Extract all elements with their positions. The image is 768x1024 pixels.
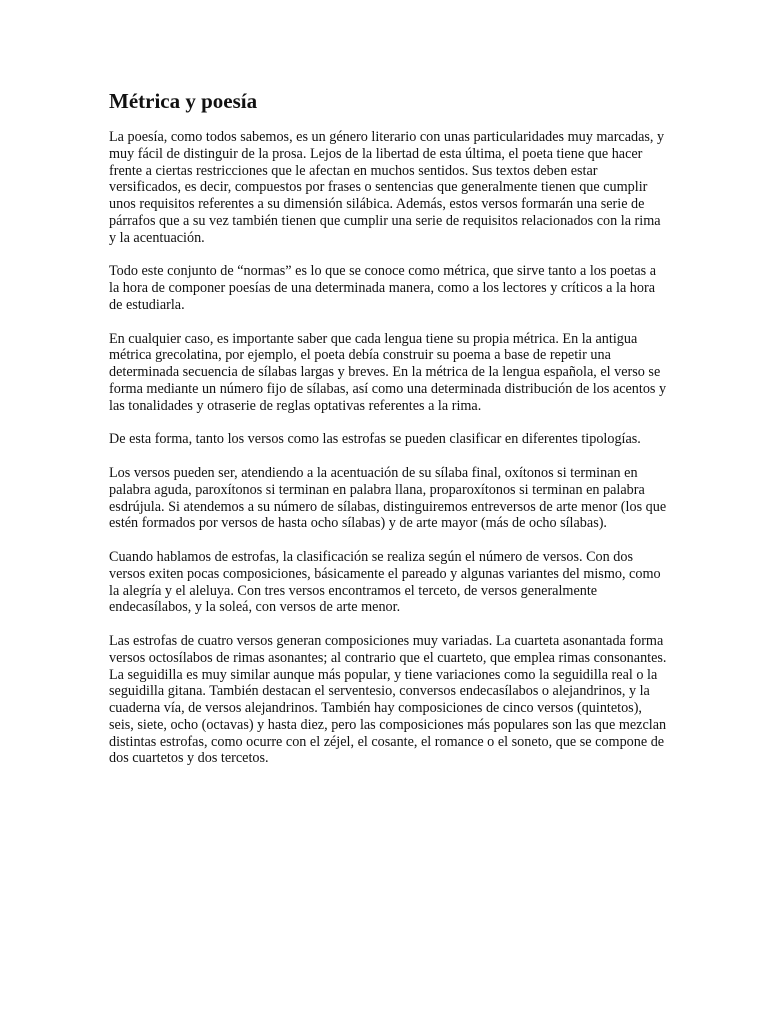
paragraph-4: De esta forma, tanto los versos como las estrofas se pueden clasificar en diferentes tipologías.	[109, 431, 641, 448]
paragraph-7: Las estrofas de cuatro versos generan composiciones muy variadas. La cuarteta asonantada forma versos octosílabos de rimas asonantes; al contrario que el cuarteto, que emplea rimas consonantes. La seguidilla es muy similar aunque más popular, y tiene variaciones como la seguidilla real o la seguidilla gitana. También destacan el serventesio, conversos endecasílabos o alejandrinos, y la cuaderna vía, de versos alejandrinos. También hay composiciones de cinco versos (quintetos), seis, siete, ocho (octavas) y hasta diez, pero las composiciones más populares son las que mezclan distintas estrofas, como ocurre con el zéjel, el cosante, el romance o el soneto, que se compone de dos cuartetos y dos tercetos.	[109, 632, 667, 767]
document-body	[109, 129, 668, 767]
paragraph-5: Los versos pueden ser, atendiendo a la acentuación de su sílaba final, oxítonos si terminan en palabra aguda, paroxítonos si terminan en palabra llana, proparoxítonos si terminan en palabra esdrújula. Si atendemos a su número de sílabas, distinguiremos entreversos de arte menor (los que estén formados por versos de hasta ocho sílabas) y de arte mayor (más de ocho sílabas).	[109, 464, 667, 532]
paragraph-3: En cualquier caso, es importante saber que cada lengua tiene su propia métrica. En la antigua métrica grecolatina, por ejemplo, el poeta debía construir su poema a base de repetir una determinada secuencia de sílabas largas y breves. En la métrica de la lengua española, el verso se forma mediante un número fijo de sílabas, así como una determinada distribución de los acentos y las tonalidades y otraserie de reglas optativas referentes a la rima.	[109, 330, 667, 414]
paragraph-1: La poesía, como todos sabemos, es un género literario con unas particularidades muy marcadas, y muy fácil de distinguir de la prosa. Lejos de la libertad de esta última, el poeta tiene que hacer frente a ciertas restricciones que le afectan en muchos sentidos. Sus textos deben estar versificados, es decir, compuestos por frases o sentencias que generalmente tienen que cumplir unos requisitos referentes a su dimensión silábica. Además, estos versos formarán una serie de párrafos que a su vez también tienen que cumplir una serie de requisitos relacionados con la rima y la acentuación.	[109, 129, 665, 246]
document-title: Métrica y poesía	[109, 89, 258, 113]
paragraph-2: Todo este conjunto de “normas” es lo que se conoce como métrica, que sirve tanto a los poetas a la hora de componer poesías de una determinada manera, como a los lectores y críticos a la hora de estudiarla.	[109, 263, 657, 313]
paragraph-6: Cuando hablamos de estrofas, la clasificación se realiza según el número de versos. Con dos versos exiten pocas composiciones, básicamente el pareado y algunas variantes del mismo, como la alegría y el aleluya. Con tres versos encontramos el terceto, de versos generalmente endecasílabos, y la soleá, con versos de arte menor.	[109, 548, 661, 616]
